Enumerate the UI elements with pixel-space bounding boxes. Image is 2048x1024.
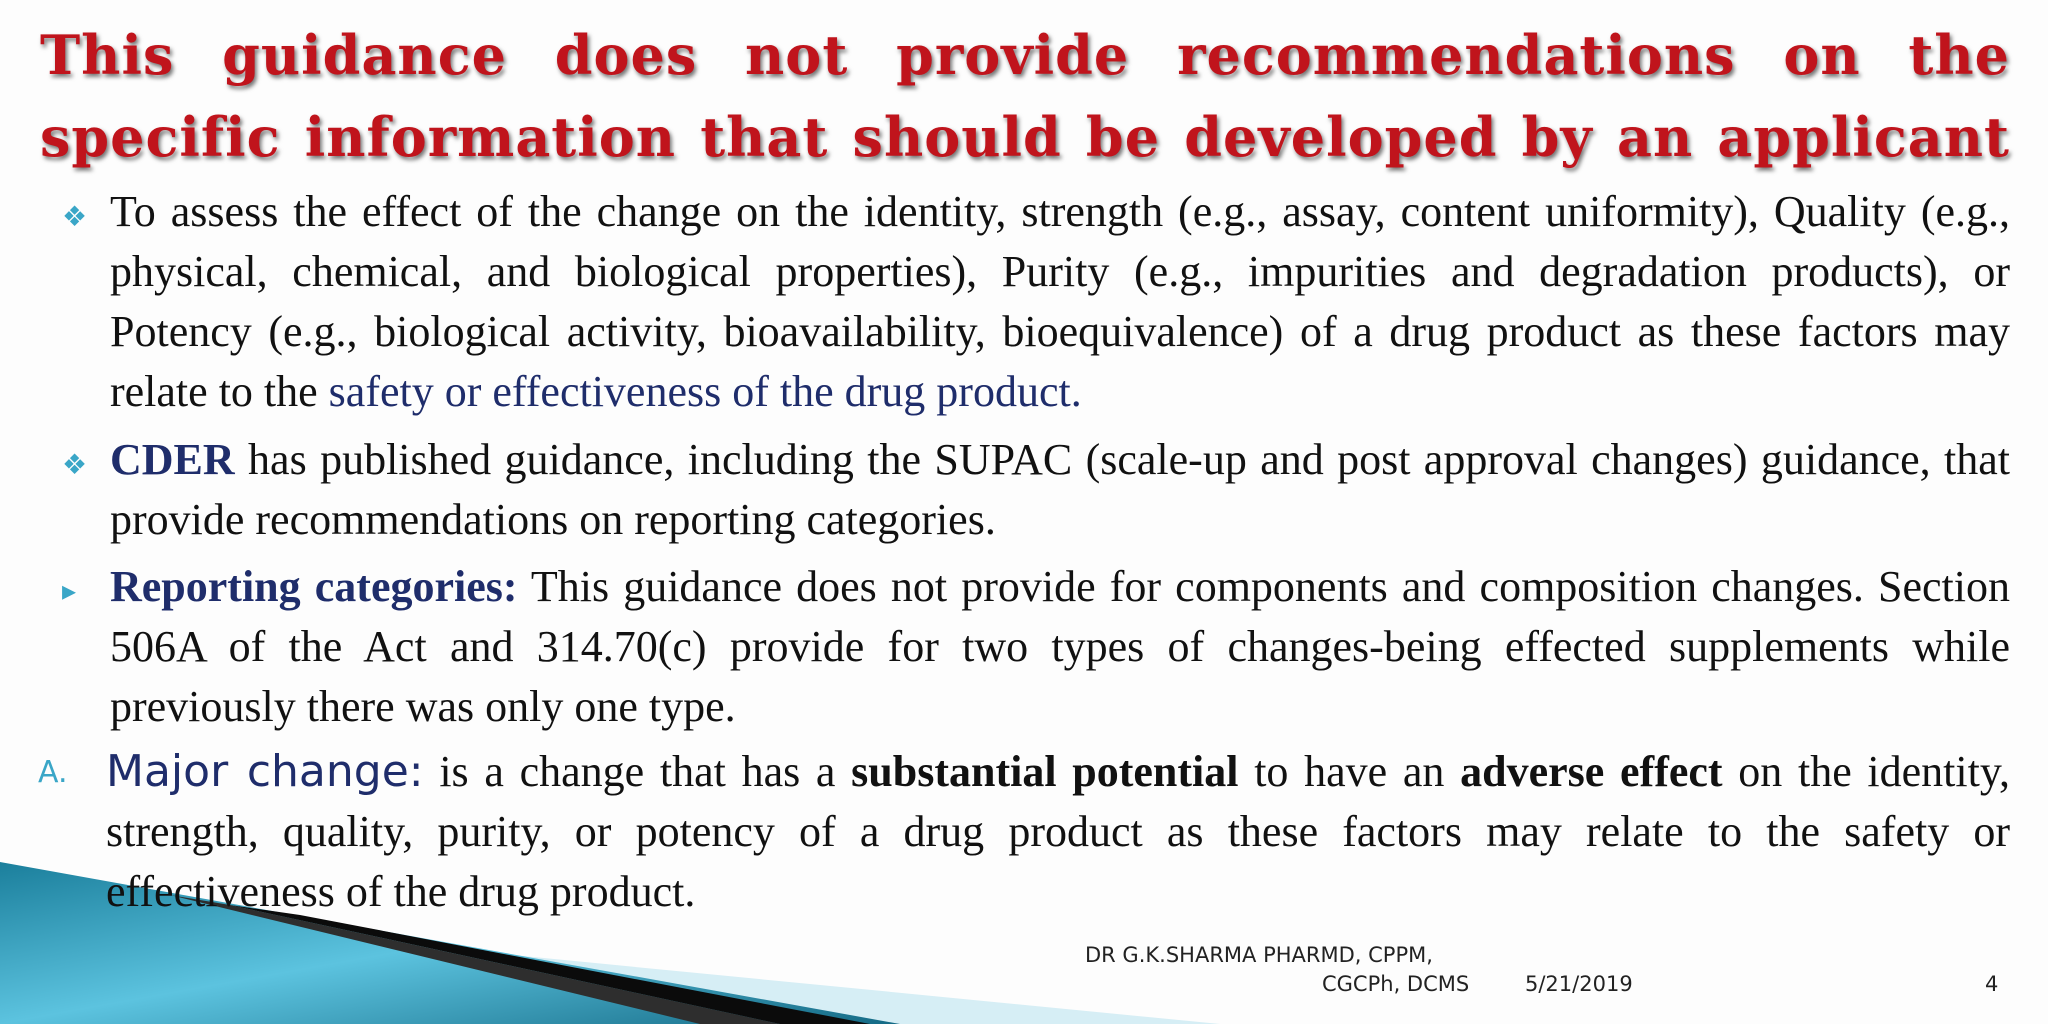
alpha-list-marker: A. (38, 755, 68, 790)
diamond-bullet-icon: ❖ (62, 450, 88, 481)
major-text-2: to have an (1238, 747, 1461, 796)
footer-author-line-2: CGCPh, DCMS (1322, 972, 1470, 996)
point-assess-effect (110, 182, 2010, 422)
major-text-1: is a change that has a (423, 747, 852, 796)
point-assess-highlight: safety or effectiveness of the drug product. (328, 367, 1082, 416)
title-line-2: specific information that should be developed by an applicant (40, 105, 2010, 169)
reporting-lead: Reporting categories: (110, 562, 518, 611)
cder-text: has published guidance, including the SUPAC (scale-up and post approval changes) guidance, that provide recommendations on reporting categories. (110, 435, 2010, 544)
point-assess-text: To assess the effect of the change on the identity, strength (e.g., assay, content uniformity), Quality (e.g., physical, chemical, and biological properties), Purity (e.g., impurities and degradation products), or Potency (e.g., biological activity, bioavailability, bioequivalence) of a drug product as these factors may relate to the (110, 187, 2010, 416)
major-change-definition (106, 742, 2010, 922)
major-bold-2: adverse effect (1460, 747, 1723, 796)
point-reporting-categories (110, 557, 2010, 737)
major-change-label: Major change: (106, 746, 424, 797)
triangle-bullet-icon: ▸ (62, 576, 77, 607)
reporting-text: This guidance does not provide for components and composition changes. Section 506A of the Act and 314.70(c) provide for two types of changes-being effected supplements while previously there was only one type. (110, 562, 2011, 731)
major-bold-1: substantial potential (851, 747, 1239, 796)
footer-page-number: 4 (1985, 972, 1999, 996)
footer-date: 5/21/2019 (1525, 972, 1633, 996)
title-line-1: This guidance does not provide recommendations on the (40, 23, 2010, 87)
diamond-bullet-icon: ❖ (62, 202, 88, 233)
cder-lead: CDER (110, 435, 235, 484)
footer-author-line-1: DR G.K.SHARMA PHARMD, CPPM, (1085, 943, 1433, 967)
point-cder (110, 430, 2010, 550)
slide-title (40, 14, 2010, 178)
major-text-3: on the identity, strength, quality, purity, or potency of a drug product as these factors may relate to the safety or effectiveness of the drug product. (106, 747, 2010, 916)
